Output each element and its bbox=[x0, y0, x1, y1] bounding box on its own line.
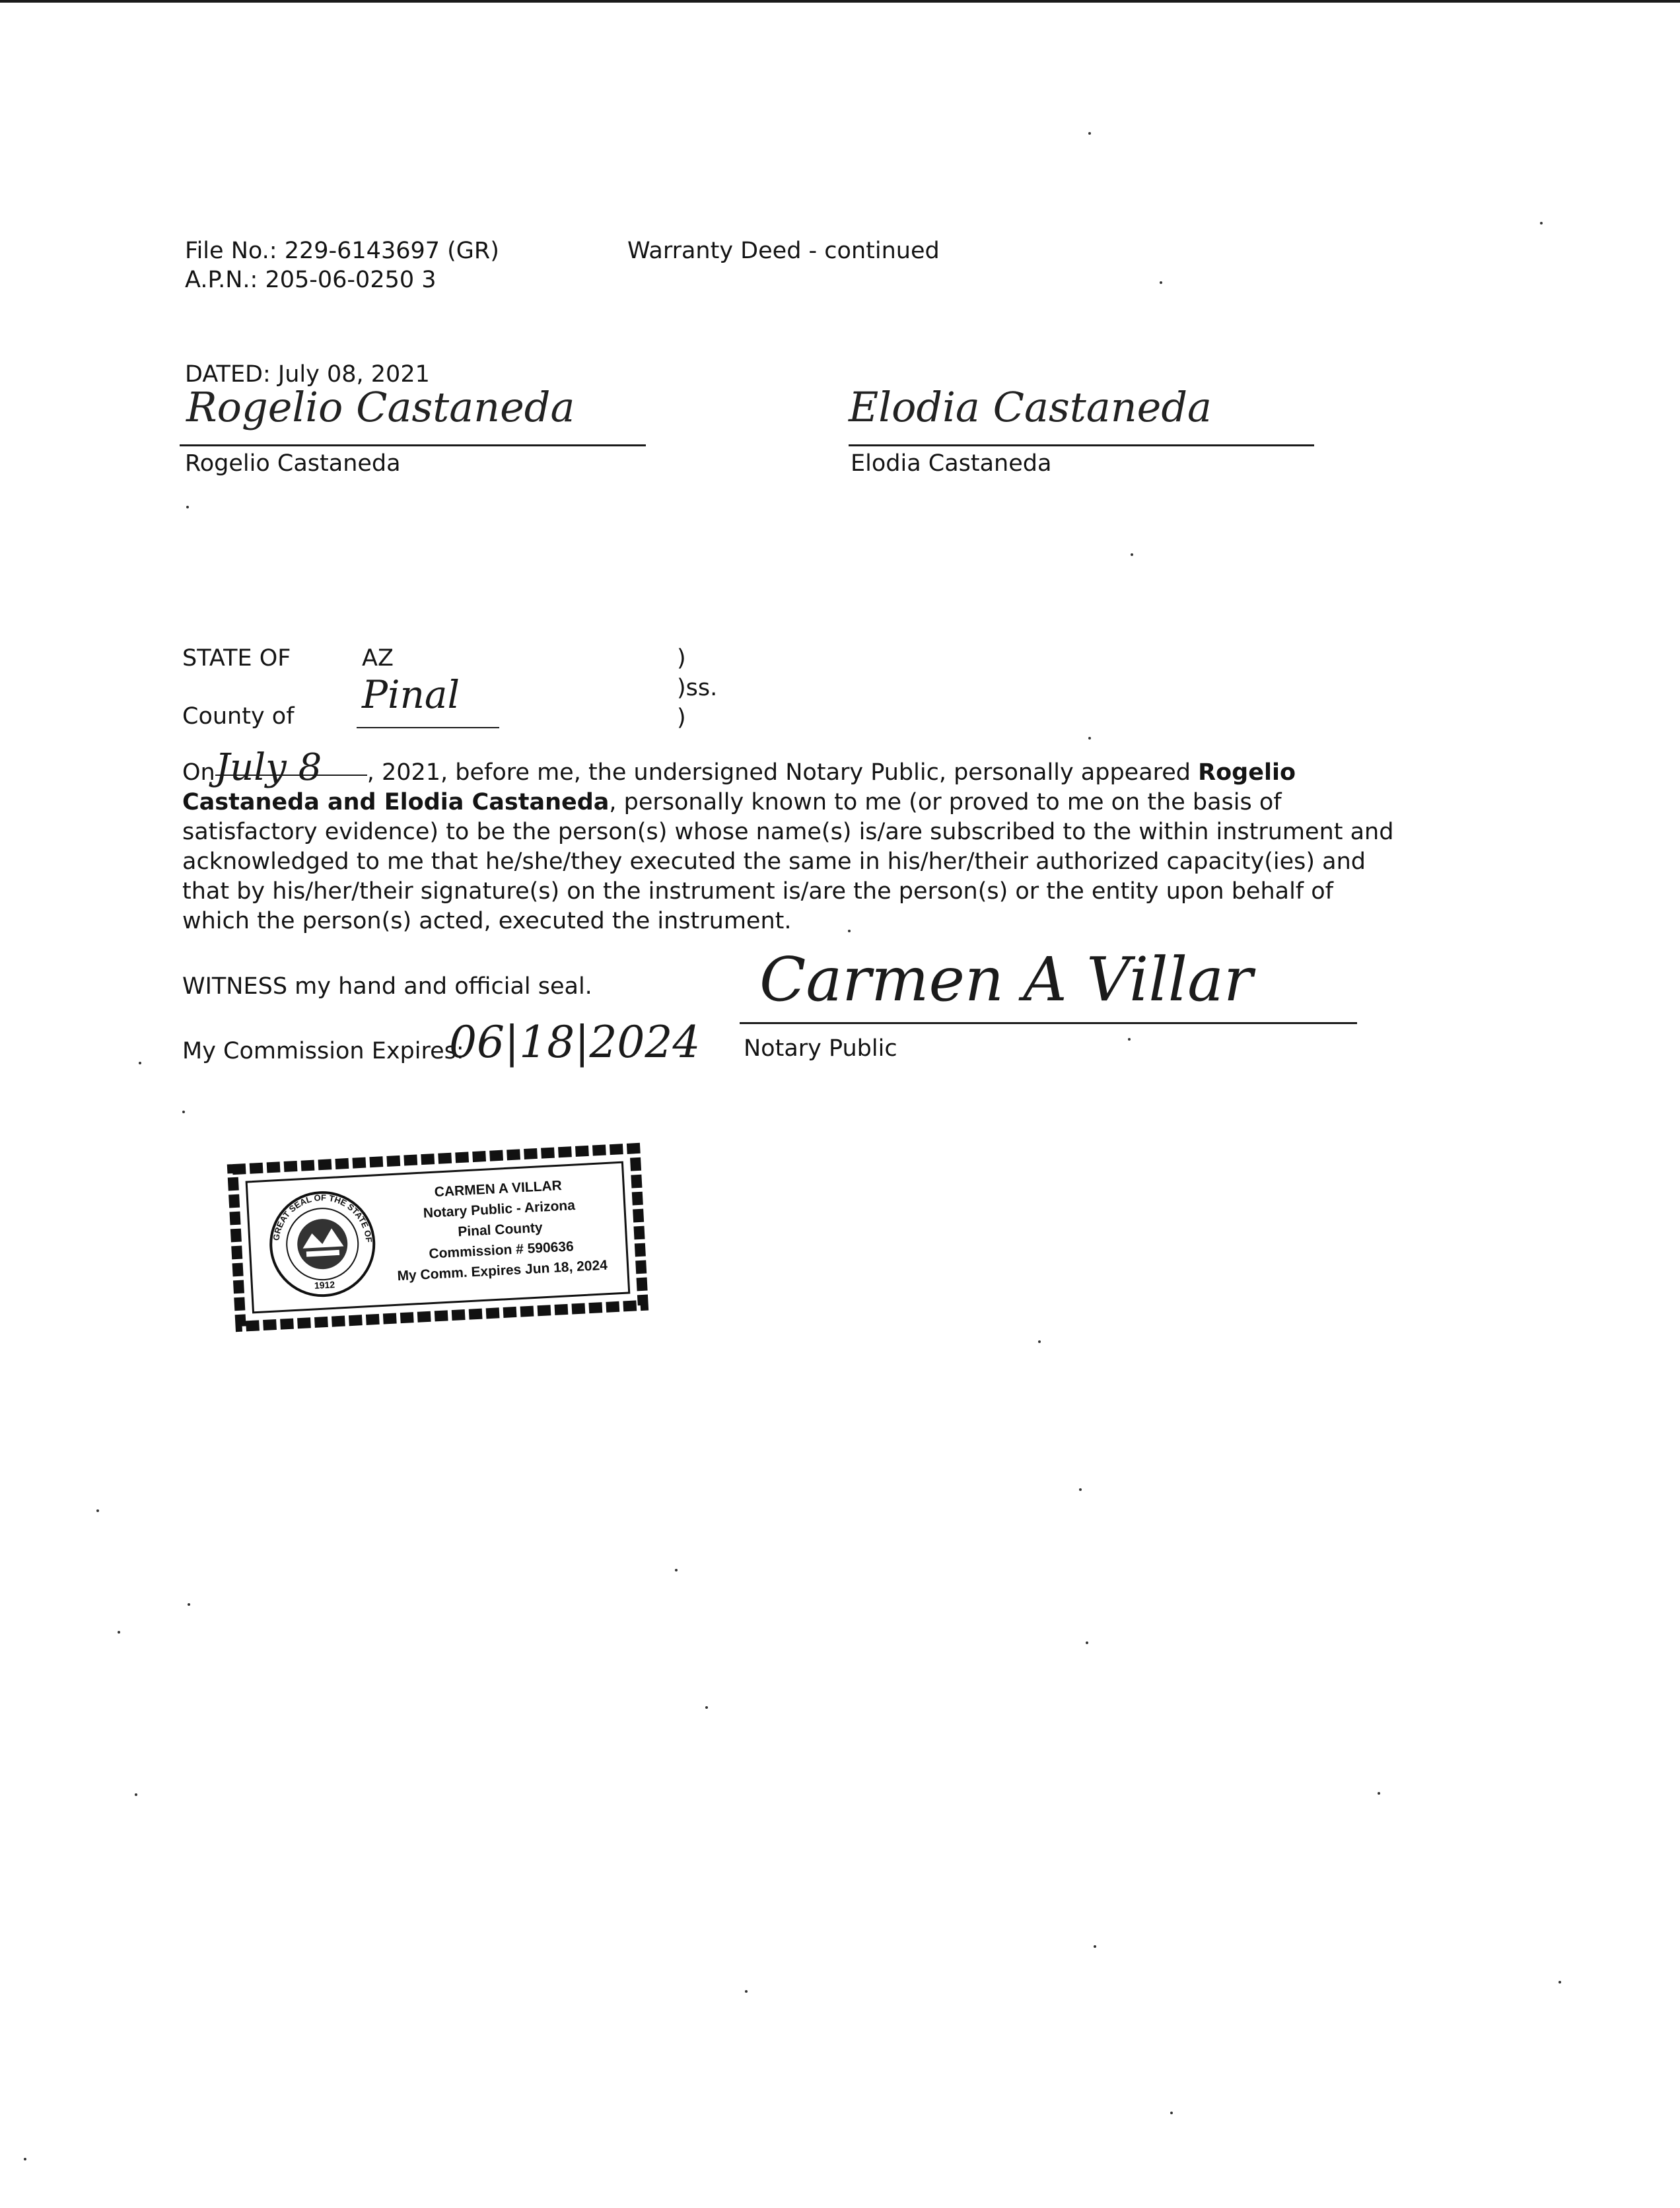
signature-line-elodia bbox=[849, 444, 1314, 446]
on-label: On bbox=[182, 759, 215, 786]
venue-brace-top: ) bbox=[677, 645, 686, 672]
scan-speck bbox=[1086, 1641, 1088, 1644]
notary-stamp bbox=[223, 1142, 652, 1334]
state-value: AZ bbox=[362, 645, 394, 672]
ack-name-rogelio: Rogelio bbox=[1198, 759, 1296, 786]
county-label: County of bbox=[182, 703, 295, 730]
scan-speck bbox=[139, 1062, 141, 1064]
scan-speck bbox=[1131, 553, 1133, 556]
notary-signature-line bbox=[740, 1022, 1357, 1024]
scan-speck bbox=[24, 2158, 26, 2160]
scan-top-edge bbox=[0, 0, 1680, 3]
ack-line-5: that by his/her/their signature(s) on the instrument is/are the person(s) or the entity upon behalf of bbox=[182, 878, 1333, 905]
scan-speck bbox=[186, 506, 189, 508]
ack-line-6: which the person(s) acted, executed the instrument. bbox=[182, 908, 792, 934]
notary-signature: Carmen A Villar bbox=[759, 944, 1253, 1015]
scan-speck bbox=[675, 1569, 678, 1571]
signature-line-rogelio bbox=[180, 444, 646, 446]
scan-speck bbox=[1160, 281, 1162, 284]
stamp-name: CARMEN A VILLAR bbox=[434, 1178, 563, 1200]
acknowledgment-date-handwritten: July 8 bbox=[215, 761, 367, 776]
dated-line: DATED: July 08, 2021 bbox=[185, 361, 430, 388]
printed-name-elodia: Elodia Castaneda bbox=[851, 450, 1052, 477]
scan-speck bbox=[182, 1111, 185, 1113]
acknowledgment-paragraph bbox=[182, 746, 1424, 936]
ack-line-1 bbox=[182, 746, 1424, 789]
scan-speck bbox=[1038, 1340, 1041, 1343]
state-label: STATE OF bbox=[182, 645, 291, 672]
stamp-expiry: My Comm. Expires Jun 18, 2024 bbox=[397, 1257, 608, 1284]
witness-line: WITNESS my hand and official seal. bbox=[182, 973, 592, 1000]
signature-elodia: Elodia Castaneda bbox=[849, 383, 1212, 431]
ack-line-3: satisfactory evidence) to be the person(s) whose name(s) is/are subscribed to the within instrument and bbox=[182, 819, 1394, 845]
apn-number: A.P.N.: 205-06-0250 3 bbox=[185, 267, 437, 293]
commission-label: My Commission Expires: bbox=[182, 1038, 464, 1064]
scan-speck bbox=[1088, 737, 1091, 740]
document-title: Warranty Deed - continued bbox=[627, 238, 940, 264]
stamp-title: Notary Public - Arizona bbox=[423, 1198, 576, 1222]
scan-speck bbox=[1128, 1038, 1131, 1041]
ack-line-4: acknowledged to me that he/she/they executed the same in his/her/their authorized capacity(ies) and bbox=[182, 848, 1366, 875]
scan-speck bbox=[135, 1793, 137, 1796]
commission-expiry-handwritten: 06|18|2024 bbox=[449, 1017, 701, 1068]
scan-speck bbox=[705, 1706, 708, 1709]
signature-rogelio: Rogelio Castaneda bbox=[186, 383, 575, 431]
ack-names-bold: Castaneda and Elodia Castaneda bbox=[182, 789, 610, 815]
ack-line-2-text: , personally known to me (or proved to me on the basis of bbox=[609, 789, 1282, 815]
stamp-county: Pinal County bbox=[457, 1220, 543, 1240]
stamp-commission-number: Commission # 590636 bbox=[428, 1239, 575, 1262]
file-number: File No.: 229-6143697 (GR) bbox=[185, 238, 499, 264]
seal-ring-text: GREAT SEAL OF THE STATE OF bbox=[271, 1192, 374, 1243]
scan-speck bbox=[118, 1631, 120, 1634]
scan-speck bbox=[1170, 2112, 1173, 2114]
scan-speck bbox=[1088, 132, 1091, 135]
county-value-handwritten: Pinal bbox=[362, 672, 460, 717]
scan-speck bbox=[1558, 1981, 1561, 1984]
venue-brace-bottom: ) bbox=[677, 705, 686, 731]
scan-speck bbox=[1540, 222, 1543, 224]
printed-name-rogelio: Rogelio Castaneda bbox=[185, 450, 401, 477]
venue-brace-ss: )ss. bbox=[677, 675, 718, 701]
scan-speck bbox=[1378, 1792, 1380, 1795]
ack-line-1-text: , 2021, before me, the undersigned Notary Public, personally appeared bbox=[367, 759, 1199, 786]
notary-public-label: Notary Public bbox=[744, 1035, 897, 1062]
seal-year: 1912 bbox=[314, 1279, 335, 1291]
scan-speck bbox=[188, 1603, 190, 1606]
scan-speck bbox=[1079, 1488, 1082, 1491]
scan-speck bbox=[96, 1509, 99, 1512]
county-underline bbox=[357, 727, 499, 728]
scan-speck bbox=[848, 930, 851, 932]
scan-speck bbox=[745, 1990, 748, 1993]
scan-speck bbox=[1094, 1945, 1096, 1948]
ack-line-2 bbox=[182, 788, 1424, 817]
